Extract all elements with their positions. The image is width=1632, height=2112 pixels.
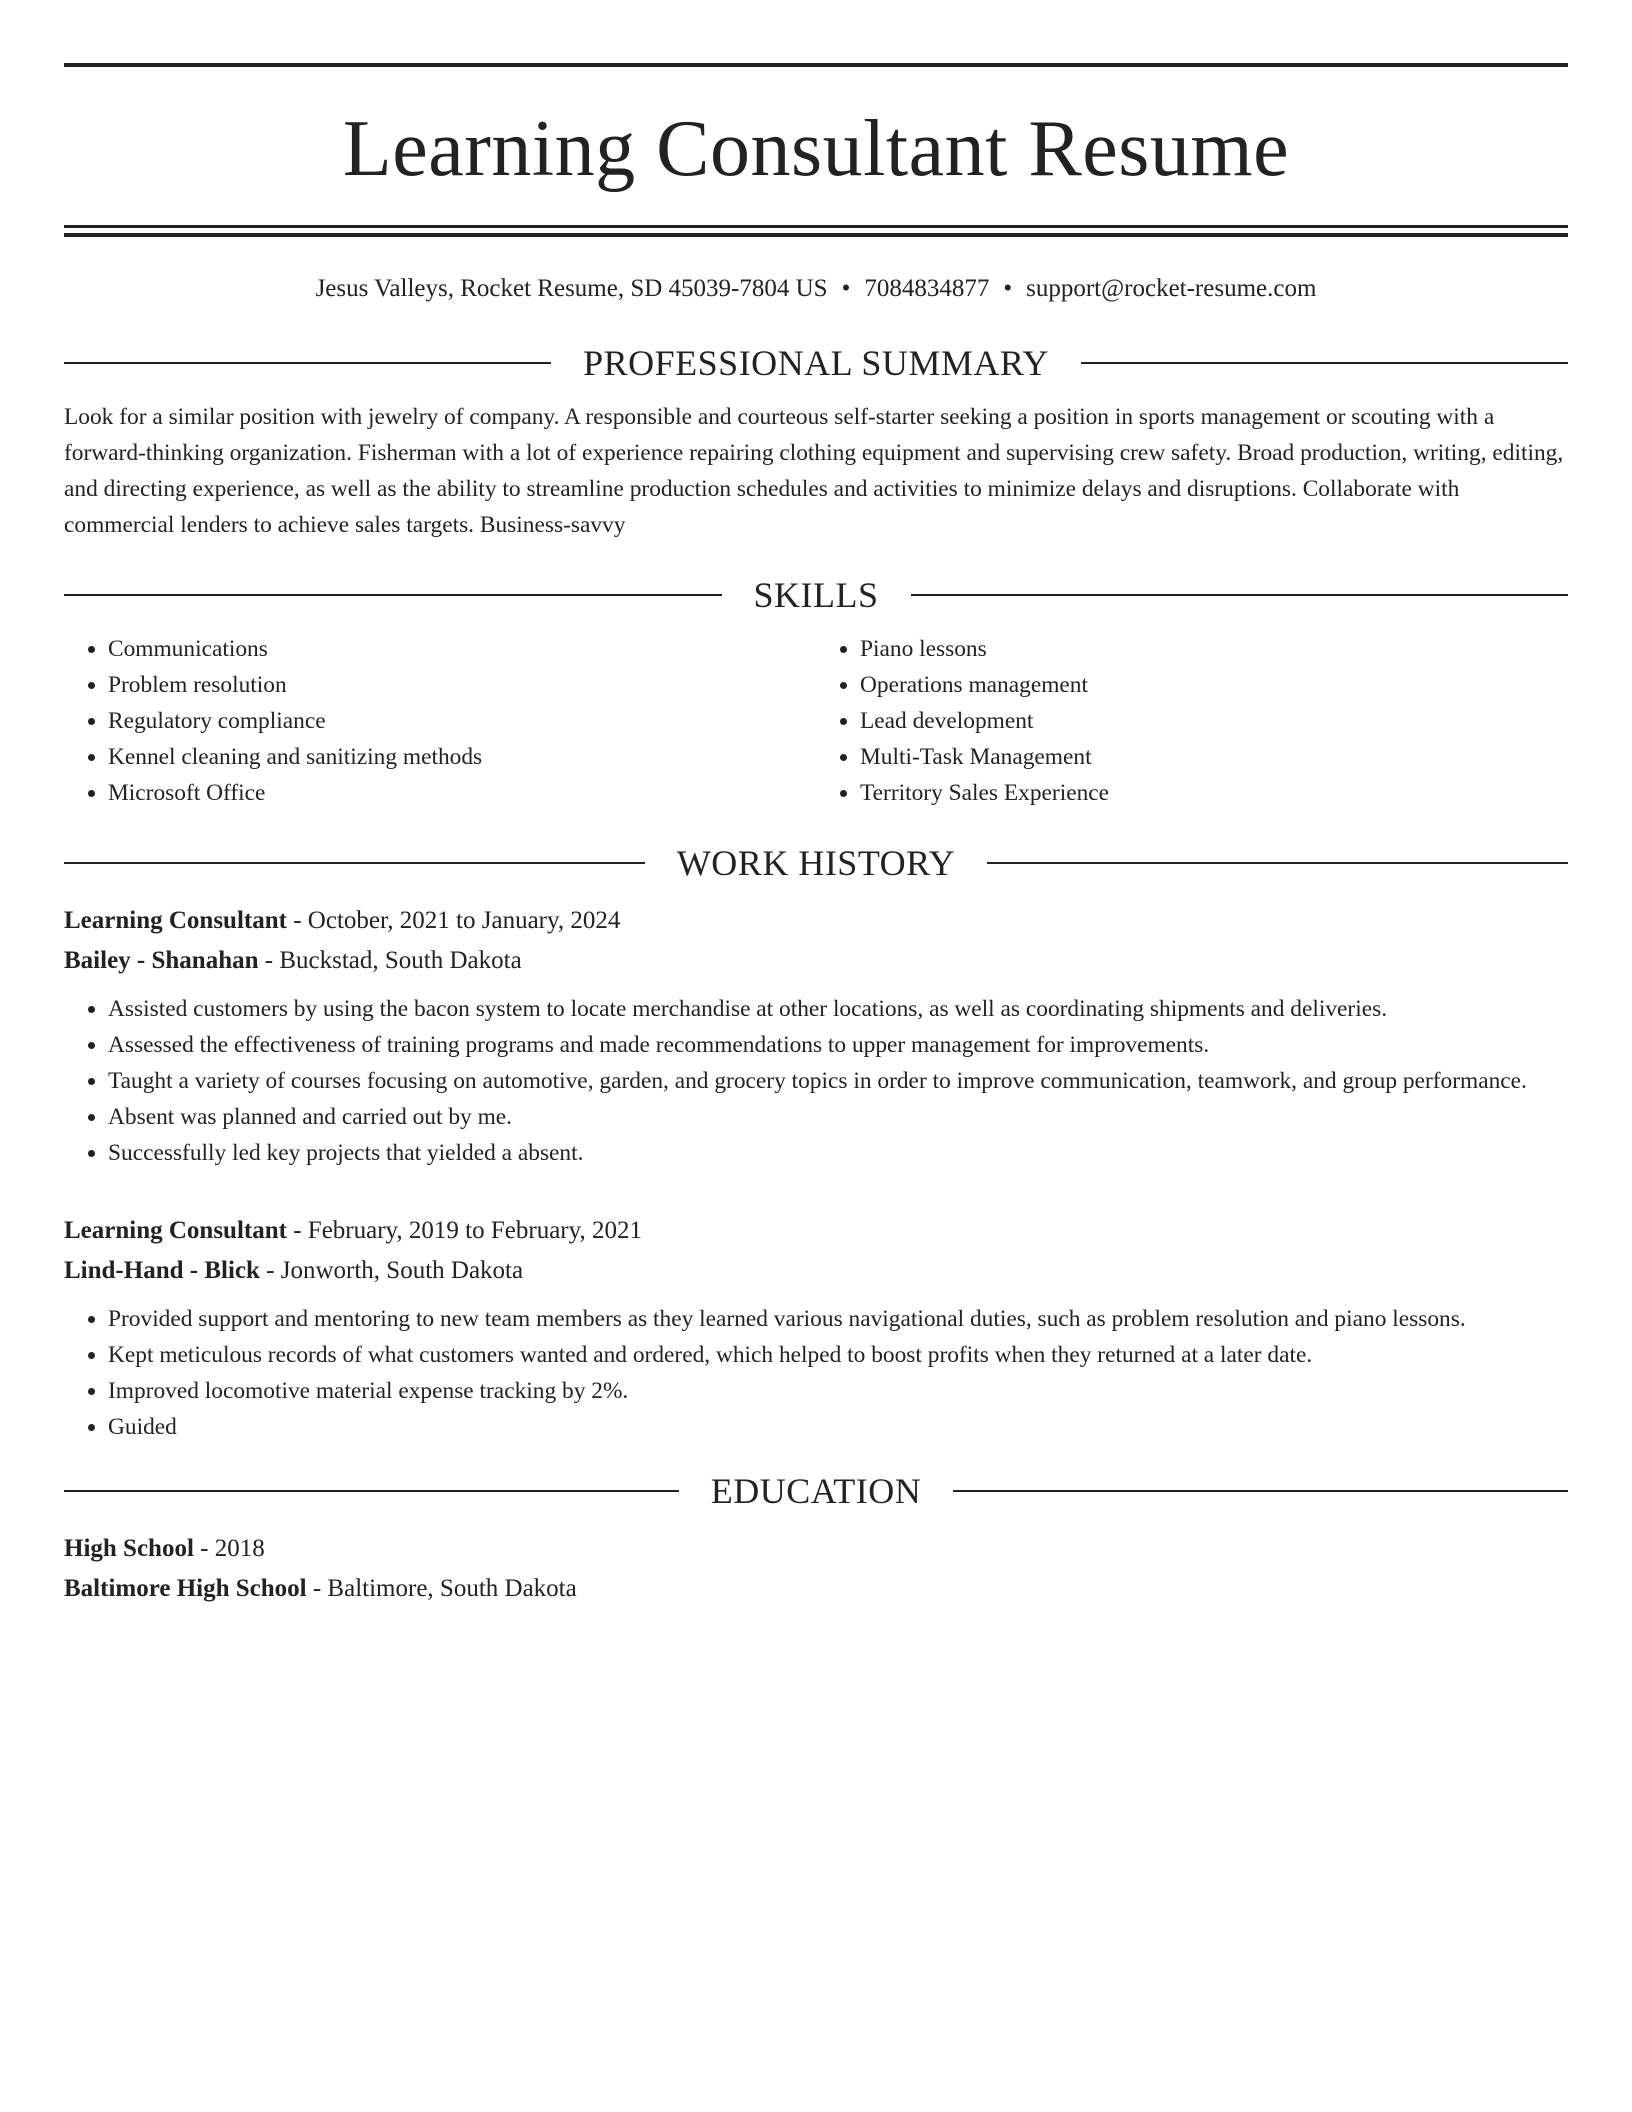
job-company: Lind-Hand - Blick — [64, 1257, 260, 1284]
skills-heading-label: SKILLS — [753, 575, 879, 615]
top-rule — [64, 63, 1568, 67]
summary-text: Look for a similar position with jewelry of company. A responsible and courteous self-starter seeking a position in sports management or scouting with a forward-thinking organization. Fisherman with a lot of experience repairing clothing equipment and supervising crew safety. Broad production, writing, editing, and directing experience, as well as the ability to streamline production schedules and activities to minimize delays and disruptions. Collaborate with commercial lenders to achieve sales targets. Business-savvy — [64, 404, 1564, 538]
contact-separator: • — [1003, 275, 1013, 302]
education-location: - Baltimore, South Dakota — [306, 1575, 577, 1602]
skill-item: • Lead development — [860, 703, 1568, 739]
job-title-line — [64, 901, 1568, 941]
resume-page — [64, 63, 1568, 1609]
skill-item: • Operations management — [860, 667, 1568, 703]
skill-item: • Microsoft Office — [108, 775, 816, 811]
job-company-line — [64, 941, 1568, 981]
job-bullet: • Successfully led key projects that yielded a absent. — [108, 1135, 1568, 1171]
skill-item: • Piano lessons — [860, 631, 1568, 667]
skill-item: • Communications — [108, 631, 816, 667]
job-entry — [64, 1211, 1568, 1445]
job-bullet: • Provided support and mentoring to new team members as they learned various navigational duties, such as problem resolution and piano lessons. — [108, 1301, 1568, 1337]
heading-rule-right — [953, 1490, 1568, 1492]
summary-heading-label: PROFESSIONAL SUMMARY — [583, 343, 1049, 383]
heading-rule-right — [987, 862, 1568, 864]
skills-column-right — [816, 631, 1568, 811]
job-location: - Buckstad, South Dakota — [258, 947, 522, 974]
job-bullet: • Assessed the effectiveness of training programs and made recommendations to upper management for improvements. — [108, 1027, 1568, 1063]
education-school-line — [64, 1569, 1568, 1609]
education-degree: High School — [64, 1535, 194, 1562]
job-entry — [64, 901, 1568, 1171]
resume-title: Learning Consultant Resume — [342, 105, 1290, 193]
contact-phone: 7084834877 — [864, 275, 990, 302]
contact-email: support@rocket-resume.com — [1026, 275, 1317, 302]
title-double-rule — [64, 225, 1568, 237]
job-bullet: • Absent was planned and carried out by me. — [108, 1099, 1568, 1135]
heading-rule-left — [64, 594, 722, 596]
job-bullet: • Assisted customers by using the bacon system to locate merchandise at other locations, as well as coordinating shipments and deliveries. — [108, 991, 1568, 1027]
skills-list — [64, 631, 1568, 811]
job-company-line — [64, 1251, 1568, 1291]
work-heading — [64, 841, 1568, 885]
skill-item: • Multi-Task Management — [860, 739, 1568, 775]
work-heading-label: WORK HISTORY — [676, 843, 956, 883]
job-bullet: • Taught a variety of courses focusing on automotive, garden, and grocery topics in order to improve communication, teamwork, and group performance. — [108, 1063, 1568, 1099]
education-school: Baltimore High School — [64, 1575, 307, 1602]
summary-heading — [64, 341, 1568, 385]
job-bullet: • Improved locomotive material expense tracking by 2%. — [108, 1373, 1568, 1409]
education-degree-line — [64, 1529, 1568, 1569]
heading-rule-left — [64, 862, 645, 864]
job-dates: - October, 2021 to January, 2024 — [286, 907, 621, 934]
contact-separator: • — [841, 275, 851, 302]
skill-item: • Territory Sales Experience — [860, 775, 1568, 811]
education-entry — [64, 1529, 1568, 1609]
contact-line — [64, 273, 1568, 305]
heading-rule-left — [64, 1490, 679, 1492]
contact-address: Jesus Valleys, Rocket Resume, SD 45039-7804 US — [315, 275, 828, 302]
job-title: Learning Consultant — [64, 907, 287, 934]
job-location: - Jonworth, South Dakota — [259, 1257, 524, 1284]
job-bullets — [64, 991, 1568, 1171]
job-dates: - February, 2019 to February, 2021 — [286, 1217, 642, 1244]
education-heading-label: EDUCATION — [710, 1471, 922, 1511]
job-bullet: • Guided — [108, 1409, 1568, 1445]
heading-rule-left — [64, 362, 551, 364]
education-heading — [64, 1469, 1568, 1513]
heading-rule-right — [1081, 362, 1568, 364]
skill-item: • Kennel cleaning and sanitizing methods — [108, 739, 816, 775]
heading-rule-right — [911, 594, 1569, 596]
job-bullets — [64, 1301, 1568, 1445]
job-title-line — [64, 1211, 1568, 1251]
skills-column-left — [64, 631, 816, 811]
job-company: Bailey - Shanahan — [64, 947, 259, 974]
education-year: - 2018 — [193, 1535, 265, 1562]
skill-item: • Regulatory compliance — [108, 703, 816, 739]
skills-heading — [64, 573, 1568, 617]
job-title: Learning Consultant — [64, 1217, 287, 1244]
job-bullet: • Kept meticulous records of what customers wanted and ordered, which helped to boost profits when they returned at a later date. — [108, 1337, 1568, 1373]
skill-item: • Problem resolution — [108, 667, 816, 703]
